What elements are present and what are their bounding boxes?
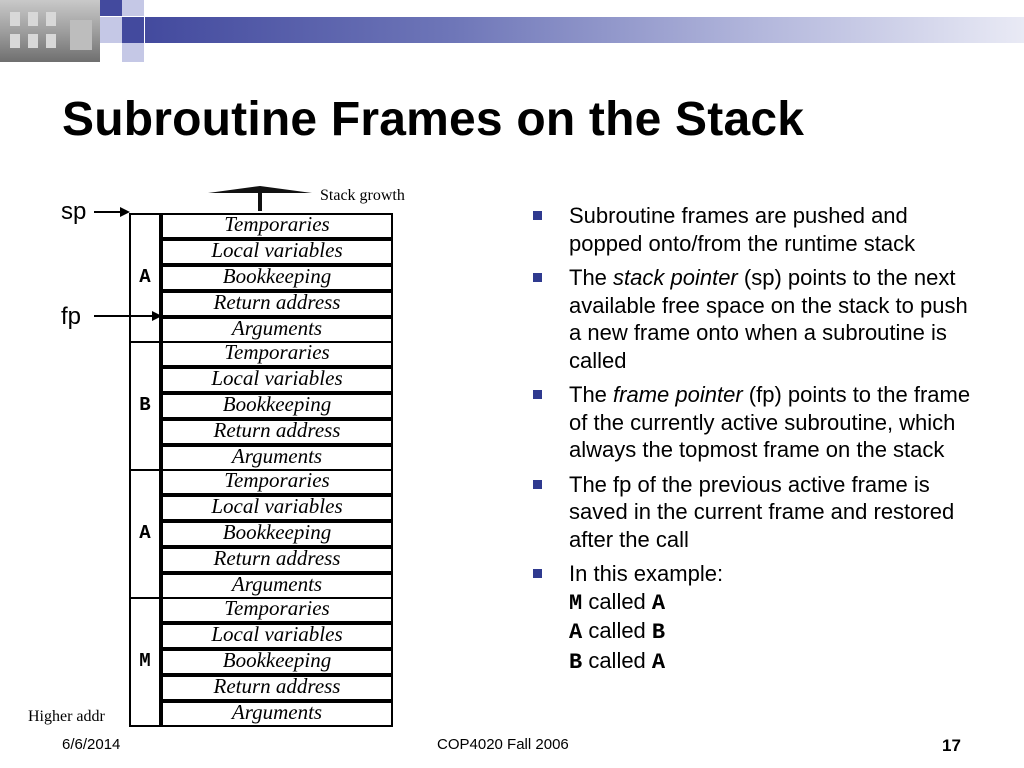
- bullet-square-icon: [533, 480, 542, 489]
- caller: B: [569, 649, 583, 675]
- bullet-text: In this example:: [569, 561, 724, 586]
- stack-cell: [161, 265, 393, 291]
- bullet-emphasis: stack pointer: [613, 265, 738, 290]
- higher-addr-label: Higher addr: [28, 708, 105, 725]
- callee: B: [651, 620, 666, 645]
- call-line: [569, 617, 973, 647]
- callee: A: [651, 590, 666, 616]
- bullet-emphasis: frame pointer: [613, 382, 743, 407]
- bullet-text-post: (fp) points to the frame of the currently active subroutine, which always the topmost frame on the stack: [569, 382, 971, 462]
- cell-label: Temporaries: [224, 340, 330, 364]
- frame-label: A: [139, 266, 151, 288]
- cell-label: Local variables: [211, 622, 343, 646]
- bullet-text: Subroutine frames are pushed and popped onto/from the runtime stack: [569, 203, 916, 256]
- stack-growth-arrow-icon: [200, 184, 320, 214]
- stack-cell: [161, 649, 393, 675]
- frame-label: M: [139, 650, 151, 672]
- cell-label: Arguments: [231, 444, 323, 468]
- slide-title: Subroutine Frames on the Stack: [62, 93, 805, 146]
- footer-course: COP4020 Fall 2006: [437, 736, 569, 753]
- footer-date: 6/6/2014: [62, 736, 121, 753]
- stack-cell: [161, 367, 393, 393]
- call-line: [569, 588, 973, 618]
- cell-label: Bookkeeping: [222, 648, 332, 672]
- cell-label: Local variables: [211, 366, 343, 390]
- caller: A: [569, 620, 583, 645]
- frame-label: B: [139, 394, 151, 416]
- cell-label: Bookkeeping: [222, 520, 332, 544]
- call-word: called: [582, 647, 652, 673]
- fp-label: fp: [61, 303, 82, 330]
- call-word: called: [582, 588, 652, 614]
- stack-cell: [161, 469, 393, 495]
- bullet-item: [533, 202, 973, 257]
- sp-label: sp: [61, 198, 87, 225]
- bullet-item: [533, 264, 973, 374]
- stack-cell: [161, 291, 393, 317]
- frame-label: A: [139, 522, 151, 544]
- cell-label: Temporaries: [224, 596, 330, 620]
- stack-cell: [161, 701, 393, 727]
- bullet-item: [533, 471, 973, 554]
- stack-cell: [161, 597, 393, 623]
- cell-label: Return address: [213, 546, 341, 570]
- cell-label: Local variables: [211, 494, 343, 518]
- bullet-item: [533, 560, 973, 676]
- stack-cell: [161, 213, 393, 239]
- callee: A: [651, 649, 666, 675]
- bullet-list: [533, 202, 973, 683]
- cell-label: Temporaries: [224, 212, 330, 236]
- cell-label: Return address: [213, 290, 341, 314]
- bullet-text-pre: The: [569, 265, 614, 290]
- bullet-square-icon: [533, 390, 542, 399]
- bullet-square-icon: [533, 569, 542, 578]
- cell-label: Return address: [213, 418, 341, 442]
- cell-label: Arguments: [231, 316, 323, 340]
- stack-cell: [161, 341, 393, 367]
- stack-cell: [161, 419, 393, 445]
- stack-growth-label: Stack growth: [320, 187, 405, 204]
- bullet-item: [533, 381, 973, 464]
- cell-label: Bookkeeping: [222, 264, 332, 288]
- cell-label: Arguments: [231, 572, 323, 596]
- bullet-text-post: (sp) points to the next available free space on the stack to push a new frame onto when a subroutine is called: [569, 265, 968, 373]
- cell-label: Temporaries: [224, 468, 330, 492]
- stack-cell: [161, 393, 393, 419]
- bullet-text: The fp of the previous active frame is saved in the current frame and restored after the call: [569, 471, 955, 552]
- cell-label: Return address: [213, 674, 341, 698]
- page-number: 17: [942, 736, 961, 755]
- bullet-square-icon: [533, 211, 542, 220]
- stack-cell: [161, 623, 393, 649]
- cell-label: Arguments: [231, 700, 323, 724]
- call-word: called: [582, 618, 652, 643]
- cell-label: Local variables: [211, 238, 343, 262]
- stack-cell: [161, 495, 393, 521]
- stack-cell: [161, 239, 393, 265]
- sp-arrow-icon: [92, 205, 132, 219]
- stack-cell: [161, 521, 393, 547]
- stack-cell: [161, 675, 393, 701]
- caller: M: [569, 590, 583, 616]
- bullet-square-icon: [533, 273, 542, 282]
- cell-label: Bookkeeping: [222, 392, 332, 416]
- bullet-text-pre: The: [569, 382, 614, 407]
- call-line: [569, 647, 973, 677]
- stack-cell: [161, 547, 393, 573]
